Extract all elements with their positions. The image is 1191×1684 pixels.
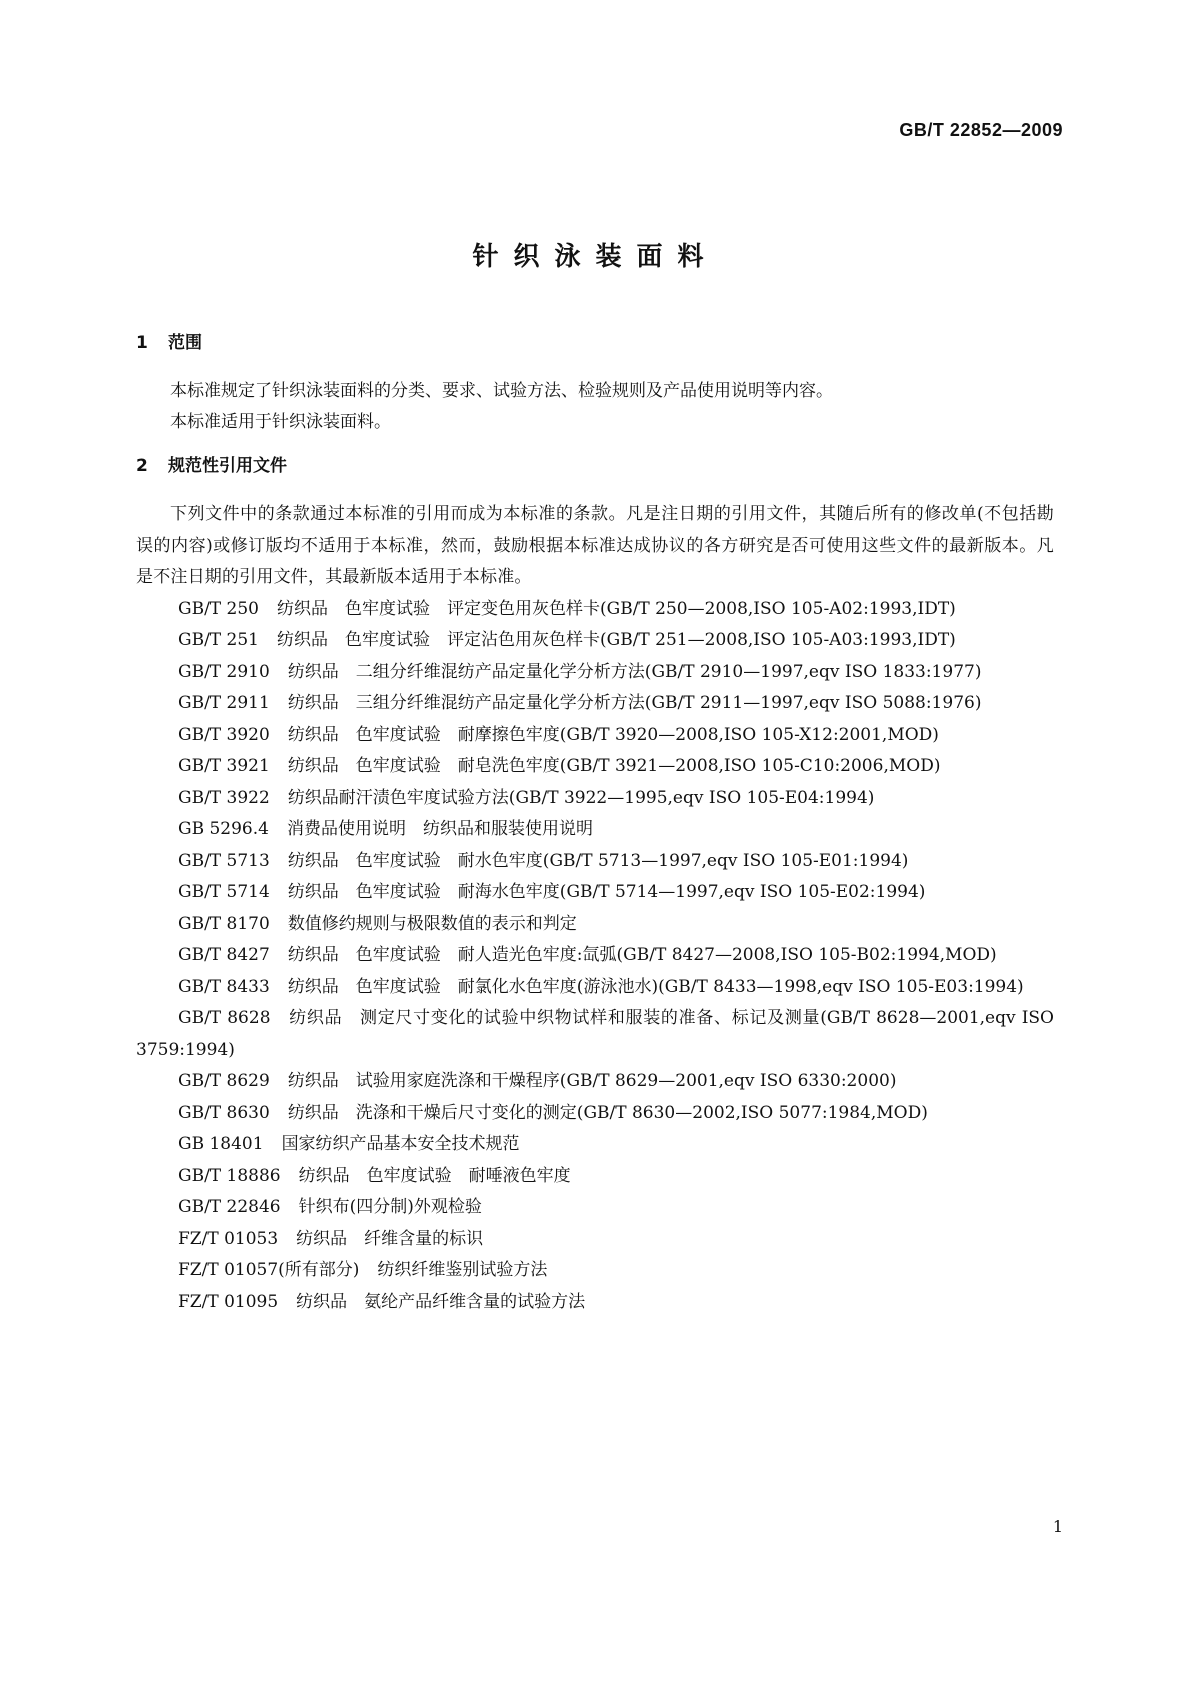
reference-title: 纺织品 色牢度试验 耐唾液色牢度 xyxy=(298,1165,571,1186)
scope-paragraph: 本标准规定了针织泳装面料的分类、要求、试验方法、检验规则及产品使用说明等内容。 xyxy=(170,381,833,401)
reference-entry xyxy=(136,1098,1054,1130)
reference-code: GB/T 3920 xyxy=(178,724,270,745)
reference-code: GB/T 5713 xyxy=(178,850,270,871)
reference-entry xyxy=(136,1255,1054,1287)
reference-code: GB/T 2910 xyxy=(178,661,270,682)
section-heading-normative-references xyxy=(136,451,1054,482)
document-title: 针织泳装面料 xyxy=(472,242,719,272)
reference-entry xyxy=(136,657,1054,689)
reference-code: FZ/T 01053 xyxy=(178,1228,279,1249)
page-number: 1 xyxy=(1052,1517,1063,1536)
reference-code: GB/T 8630 xyxy=(178,1102,270,1123)
reference-code: FZ/T 01095 xyxy=(178,1291,279,1312)
reference-entry xyxy=(136,625,1054,657)
reference-list xyxy=(136,594,1054,1319)
reference-entry xyxy=(136,688,1054,720)
reference-title: 纺织品 色牢度试验 评定沾色用灰色样卡(GB/T 251—2008,ISO 105-A03:1993,IDT) xyxy=(277,630,956,650)
reference-title: 纺织品 试验用家庭洗涤和干燥程序(GB/T 8629—2001,eqv ISO 6330:2000) xyxy=(287,1071,897,1091)
reference-title: 消费品使用说明 纺织品和服装使用说明 xyxy=(286,819,593,839)
reference-title: 纺织品 色牢度试验 耐皂洗色牢度(GB/T 3921—2008,ISO 105-C10:2006,MOD) xyxy=(287,756,941,776)
section-number: 1 xyxy=(136,333,148,353)
section-heading-scope xyxy=(136,328,1054,359)
reference-code: GB/T 8433 xyxy=(178,976,270,997)
reference-entry xyxy=(136,783,1054,815)
reference-title: 纺织品 二组分纤维混纺产品定量化学分析方法(GB/T 2910—1997,eqv ISO 1833:1977) xyxy=(287,661,982,682)
reference-title: 纺织品 氨纶产品纤维含量的试验方法 xyxy=(296,1291,586,1312)
reference-title: 纺织纤维鉴别试验方法 xyxy=(377,1260,548,1280)
scope-paragraphs xyxy=(136,376,1054,438)
reference-title: 纺织品 色牢度试验 耐海水色牢度(GB/T 5714—1997,eqv ISO 105-E02:1994) xyxy=(287,882,926,902)
reference-code: FZ/T 01057(所有部分) xyxy=(178,1260,360,1280)
standard-number: GB/T 22852—2009 xyxy=(899,120,1063,140)
reference-title: 纺织品 色牢度试验 耐人造光色牢度:氙弧(GB/T 8427—2008,ISO 105-B02:1994,MOD) xyxy=(287,945,997,965)
reference-entry xyxy=(136,1161,1054,1193)
reference-code: GB/T 18886 xyxy=(178,1165,281,1186)
reference-code: GB/T 3922 xyxy=(178,787,270,808)
reference-entry xyxy=(136,1287,1054,1319)
reference-entry xyxy=(136,909,1054,941)
reference-code: GB/T 8427 xyxy=(178,945,270,965)
reference-title: 纺织品 色牢度试验 耐摩擦色牢度(GB/T 3920—2008,ISO 105-X12:2001,MOD) xyxy=(287,724,939,745)
section-title: 范围 xyxy=(168,333,202,353)
reference-entry xyxy=(136,720,1054,752)
reference-entry xyxy=(136,1066,1054,1098)
reference-title: 纺织品 色牢度试验 评定变色用灰色样卡(GB/T 250—2008,ISO 105-A02:1993,IDT) xyxy=(277,598,956,619)
reference-code: GB 18401 xyxy=(178,1134,264,1154)
reference-entry xyxy=(136,1224,1054,1256)
scope-paragraph: 本标准适用于针织泳装面料。 xyxy=(170,412,391,432)
reference-code: GB/T 22846 xyxy=(178,1197,281,1217)
reference-title: 针织布(四分制)外观检验 xyxy=(298,1197,482,1217)
reference-title: 纺织品 纤维含量的标识 xyxy=(296,1228,484,1249)
section-title: 规范性引用文件 xyxy=(168,456,287,476)
reference-code: GB 5296.4 xyxy=(178,819,269,839)
reference-title: 纺织品 洗涤和干燥后尺寸变化的测定(GB/T 8630—2002,ISO 5077:1984,MOD) xyxy=(287,1102,928,1123)
reference-entry xyxy=(136,1192,1054,1224)
reference-code: GB/T 251 xyxy=(178,630,259,650)
reference-entry xyxy=(136,940,1054,972)
reference-code: GB/T 2911 xyxy=(178,693,270,713)
reference-code: GB/T 8170 xyxy=(178,913,270,934)
reference-entry xyxy=(136,972,1054,1004)
references-intro-paragraph: 下列文件中的条款通过本标准的引用而成为本标准的条款。凡是注日期的引用文件，其随后所有的修改单(不包括勘误的内容)或修订版均不适用于本标准，然而，鼓励根据本标准达成协议的各方研究是否可使用这些文件的最新版本。凡是不注日期的引用文件，其最新版本适用于本标准。 xyxy=(136,504,1054,587)
section-number: 2 xyxy=(136,456,148,476)
reference-title: 纺织品 测定尺寸变化的试验中织物试样和服装的准备、标记及测量(GB/T 8628—2001,eqv ISO 3759:1994) xyxy=(136,1008,1054,1060)
reference-title: 纺织品 色牢度试验 耐水色牢度(GB/T 5713—1997,eqv ISO 105-E01:1994) xyxy=(287,850,909,871)
reference-code: GB/T 5714 xyxy=(178,882,270,902)
reference-entry xyxy=(136,594,1054,626)
reference-title: 纺织品耐汗渍色牢度试验方法(GB/T 3922—1995,eqv ISO 105-E04:1994) xyxy=(287,787,875,808)
document-body xyxy=(136,324,1054,1318)
reference-entry xyxy=(136,1129,1054,1161)
reference-entry xyxy=(136,877,1054,909)
reference-title: 国家纺织产品基本安全技术规范 xyxy=(281,1134,520,1154)
reference-entry xyxy=(136,846,1054,878)
reference-entry xyxy=(136,814,1054,846)
reference-code: GB/T 8629 xyxy=(178,1071,270,1091)
reference-title: 数值修约规则与极限数值的表示和判定 xyxy=(287,913,577,934)
reference-title: 纺织品 色牢度试验 耐氯化水色牢度(游泳池水)(GB/T 8433—1998,eqv ISO 105-E03:1994) xyxy=(287,976,1024,997)
reference-code: GB/T 8628 xyxy=(178,1008,271,1028)
reference-title: 纺织品 三组分纤维混纺产品定量化学分析方法(GB/T 2911—1997,eqv ISO 5088:1976) xyxy=(287,693,982,713)
reference-code: GB/T 250 xyxy=(178,598,259,619)
reference-entry xyxy=(136,751,1054,783)
reference-entry xyxy=(136,1003,1054,1066)
reference-code: GB/T 3921 xyxy=(178,756,270,776)
